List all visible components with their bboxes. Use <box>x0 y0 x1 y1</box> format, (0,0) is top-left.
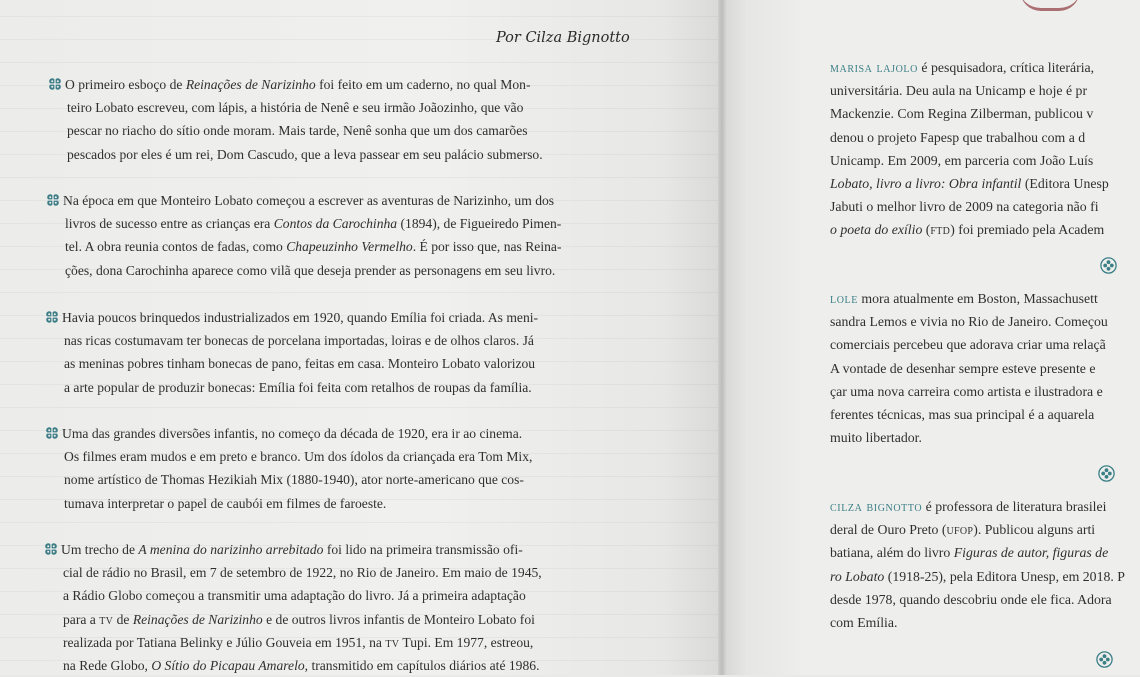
text-run: nas ricas costumavam ter bonecas de porcelana importadas, loiras e de olhos claros. Já <box>64 333 534 349</box>
paragraph <box>48 73 543 166</box>
text-run: ufop <box>946 522 974 538</box>
text-run: , transmitido em capítulos diários até 1986. <box>304 658 540 674</box>
clover-bullet-icon <box>44 540 58 554</box>
text-line <box>44 654 542 677</box>
text-run: (1918-25), pela Editora Unesp, em 2018. P <box>884 568 1125 584</box>
text-line <box>45 306 538 329</box>
text-run: çar uma nova carreira como artista e ilustradora e <box>830 383 1103 399</box>
text-run: Jabuti o melhor livro de 2009 na categoria não fi <box>830 199 1099 215</box>
text-run: universitária. Deu aula na Unicamp e hoje é pr <box>830 83 1088 99</box>
text-line <box>48 119 543 142</box>
italic-title: A menina do narizinho arrebitado <box>138 542 324 557</box>
text-run: ferentes técnicas, mas sua principal é a aquarela <box>830 407 1095 423</box>
text-line <box>830 333 1108 356</box>
text-run: Mackenzie. Com Regina Zilberman, publicou v <box>830 106 1094 122</box>
text-run: pescar no riacho do sítio onde moram. Mais tarde, Nenê sonha que um dos camarões <box>67 123 528 139</box>
text-line <box>44 608 542 631</box>
text-run: a Rádio Globo começou a transmitir uma adaptação do livro. Já a primeira adaptação <box>63 588 526 604</box>
text-run: as meninas pobres tinham bonecas de pano, feitas em casa. Monteiro Lobato valorizou <box>64 356 536 372</box>
text-line <box>830 426 1108 449</box>
text-line <box>45 329 538 352</box>
text-line <box>830 611 1125 634</box>
text-run: para a <box>63 611 100 627</box>
text-line <box>46 259 561 282</box>
text-run: pescados por eles é um rei, Dom Cascudo, que a leva passear em seu palácio submerso. <box>67 146 543 162</box>
text-line <box>830 588 1125 611</box>
italic-title: ro Lobato <box>830 568 885 584</box>
text-line <box>48 143 543 166</box>
text-run: ( <box>922 222 931 238</box>
book-gutter <box>718 0 726 675</box>
text-run: ftd <box>930 222 951 238</box>
text-run: sandra Lemos e vivia no Rio de Janeiro. Começou <box>830 314 1108 330</box>
text-line <box>44 584 542 607</box>
text-line <box>830 102 1109 125</box>
text-line <box>830 495 1125 518</box>
clover-bullet-icon <box>48 75 62 89</box>
text-run: foi feito em um caderno, no qual Mon- <box>315 77 531 92</box>
text-run: A vontade de desenhar sempre esteve presente e <box>830 360 1096 376</box>
author-bio <box>830 287 1108 449</box>
text-run: Na época em que Monteiro Lobato começou a escrever as aventuras de Narizinho, um dos <box>63 193 555 208</box>
text-line <box>44 631 542 654</box>
italic-title: Figuras de autor, figuras de <box>953 545 1109 561</box>
author-bio <box>830 495 1125 634</box>
text-run: tv <box>99 611 114 627</box>
text-run: cial de rádio no Brasil, em 7 de setembro de 1922, no Rio de Janeiro. Em maio de 1945, <box>63 565 542 581</box>
text-line <box>830 403 1108 426</box>
text-run: tv <box>385 634 400 650</box>
text-run: Uma das grandes diversões infantis, no começo da década de 1920, era ir ao cinema. <box>62 426 523 441</box>
text-run: realizada por Tatiana Belinky e Júlio Gouveia em 1951, na <box>63 634 386 650</box>
text-run: é pesquisadora, crítica literária, <box>917 60 1095 75</box>
text-line <box>830 149 1109 172</box>
text-run: teiro Lobato escreveu, com lápis, a história de Nenê e seu irmão Joãozinho, que vão <box>67 100 524 116</box>
text-run: tel. A obra reunia contos de fadas, como <box>65 239 287 255</box>
italic-title: Reinações de Narizinho <box>185 77 316 92</box>
person-name: cilza bignotto <box>830 499 923 514</box>
text-run: Tupi. Em 1977, estreou, <box>399 634 534 650</box>
text-run: Os filmes eram mudos e em preto e branco. Um dos ídolos da criançada era Tom Mix, <box>64 449 533 465</box>
italic-title: Reinações de Narizinho <box>132 611 263 627</box>
author-bio <box>830 56 1109 242</box>
text-line <box>830 126 1109 149</box>
italic-title: o poeta do exílio <box>830 222 923 238</box>
person-name: marisa lajolo <box>830 60 918 75</box>
text-run: (1894), de Figueiredo Pimen- <box>397 216 562 232</box>
clover-bullet-icon <box>45 308 59 322</box>
clover-bullet-icon <box>45 424 59 438</box>
paragraph <box>46 189 561 282</box>
text-line <box>830 79 1109 102</box>
text-run: livros de sucesso entre as crianças era <box>65 216 274 232</box>
text-line <box>830 218 1109 241</box>
text-line <box>830 380 1108 403</box>
text-line <box>45 376 538 399</box>
text-line <box>46 189 561 212</box>
text-run: comerciais percebeu que adorava criar uma relaçã <box>830 337 1106 353</box>
text-line <box>830 195 1109 218</box>
text-run: é professora de literatura brasilei <box>922 499 1107 514</box>
person-name: lole <box>830 291 858 306</box>
text-run: na Rede Globo, <box>63 658 152 674</box>
text-line <box>46 212 561 235</box>
text-line <box>45 468 532 491</box>
text-run: Havia poucos brinquedos industrializados em 1920, quando Emília foi criada. As meni- <box>62 310 539 325</box>
text-run: a arte popular de produzir bonecas: Emília foi feita com retalhos de roupas da família. <box>64 379 532 395</box>
text-run: Unicamp. Em 2009, em parceria com João Luís <box>830 152 1094 168</box>
text-line <box>830 357 1108 380</box>
paragraph <box>45 306 538 399</box>
text-run: muito libertador. <box>830 430 922 446</box>
rosette-ornament-icon <box>1100 257 1117 274</box>
clover-bullet-icon <box>46 191 60 205</box>
text-run: tumava interpretar o papel de caubói em filmes de faroeste. <box>64 495 387 511</box>
text-run: nome artístico de Thomas Hezikiah Mix (1880-1940), ator norte-americano que cos- <box>64 472 524 488</box>
text-run: ) foi premiado pela Academ <box>950 222 1105 238</box>
text-line <box>46 235 561 258</box>
author-byline: Por Cilza Bignotto <box>496 30 630 46</box>
text-line <box>45 492 532 515</box>
text-run: Um trecho de <box>61 542 139 557</box>
text-line <box>830 541 1125 564</box>
text-run: ções, dona Carochinha aparece como vilã que deseja prender as personagens em seu livro. <box>65 262 556 278</box>
paragraph <box>44 538 542 677</box>
italic-title: O Sítio do Picapau Amarelo <box>151 658 305 674</box>
italic-title: Contos da Carochinha <box>273 216 398 232</box>
text-line <box>830 518 1125 541</box>
text-run: foi lido na primeira transmissão ofi- <box>323 542 523 557</box>
text-line <box>48 73 543 96</box>
text-run: batiana, além do livro <box>830 545 954 561</box>
text-run: ). Publicou alguns arti <box>973 522 1096 538</box>
text-line <box>44 561 542 584</box>
text-run: de <box>113 611 133 627</box>
text-line <box>830 172 1109 195</box>
italic-title: Lobato, livro a livro: Obra infantil <box>830 176 1022 192</box>
text-run: mora atualmente em Boston, Massachusett <box>857 291 1098 306</box>
paragraph <box>45 422 532 515</box>
text-line <box>830 565 1125 588</box>
text-run: (Editora Unesp <box>1021 176 1109 192</box>
text-line <box>48 96 543 119</box>
text-run: O primeiro esboço de <box>65 77 186 92</box>
text-run: deral de Ouro Preto ( <box>830 522 947 538</box>
text-run: desde 1978, quando descobriu onde ele fica. Adora <box>830 591 1112 607</box>
text-line <box>45 352 538 375</box>
text-run: denou o projeto Fapesp que trabalhou com a d <box>830 129 1086 145</box>
rosette-ornament-icon <box>1096 651 1113 668</box>
text-run: . É por isso que, nas Reina- <box>412 239 562 255</box>
text-line <box>830 287 1108 310</box>
text-line <box>44 538 542 561</box>
text-run: e de outros livros infantis de Monteiro Lobato foi <box>262 611 535 627</box>
italic-title: Chapeuzinho Vermelho <box>286 239 413 255</box>
text-line <box>830 310 1108 333</box>
rosette-ornament-icon <box>1098 465 1115 482</box>
text-run: com Emília. <box>830 615 898 631</box>
text-line <box>45 445 532 468</box>
text-line <box>45 422 532 445</box>
text-line <box>830 56 1109 79</box>
